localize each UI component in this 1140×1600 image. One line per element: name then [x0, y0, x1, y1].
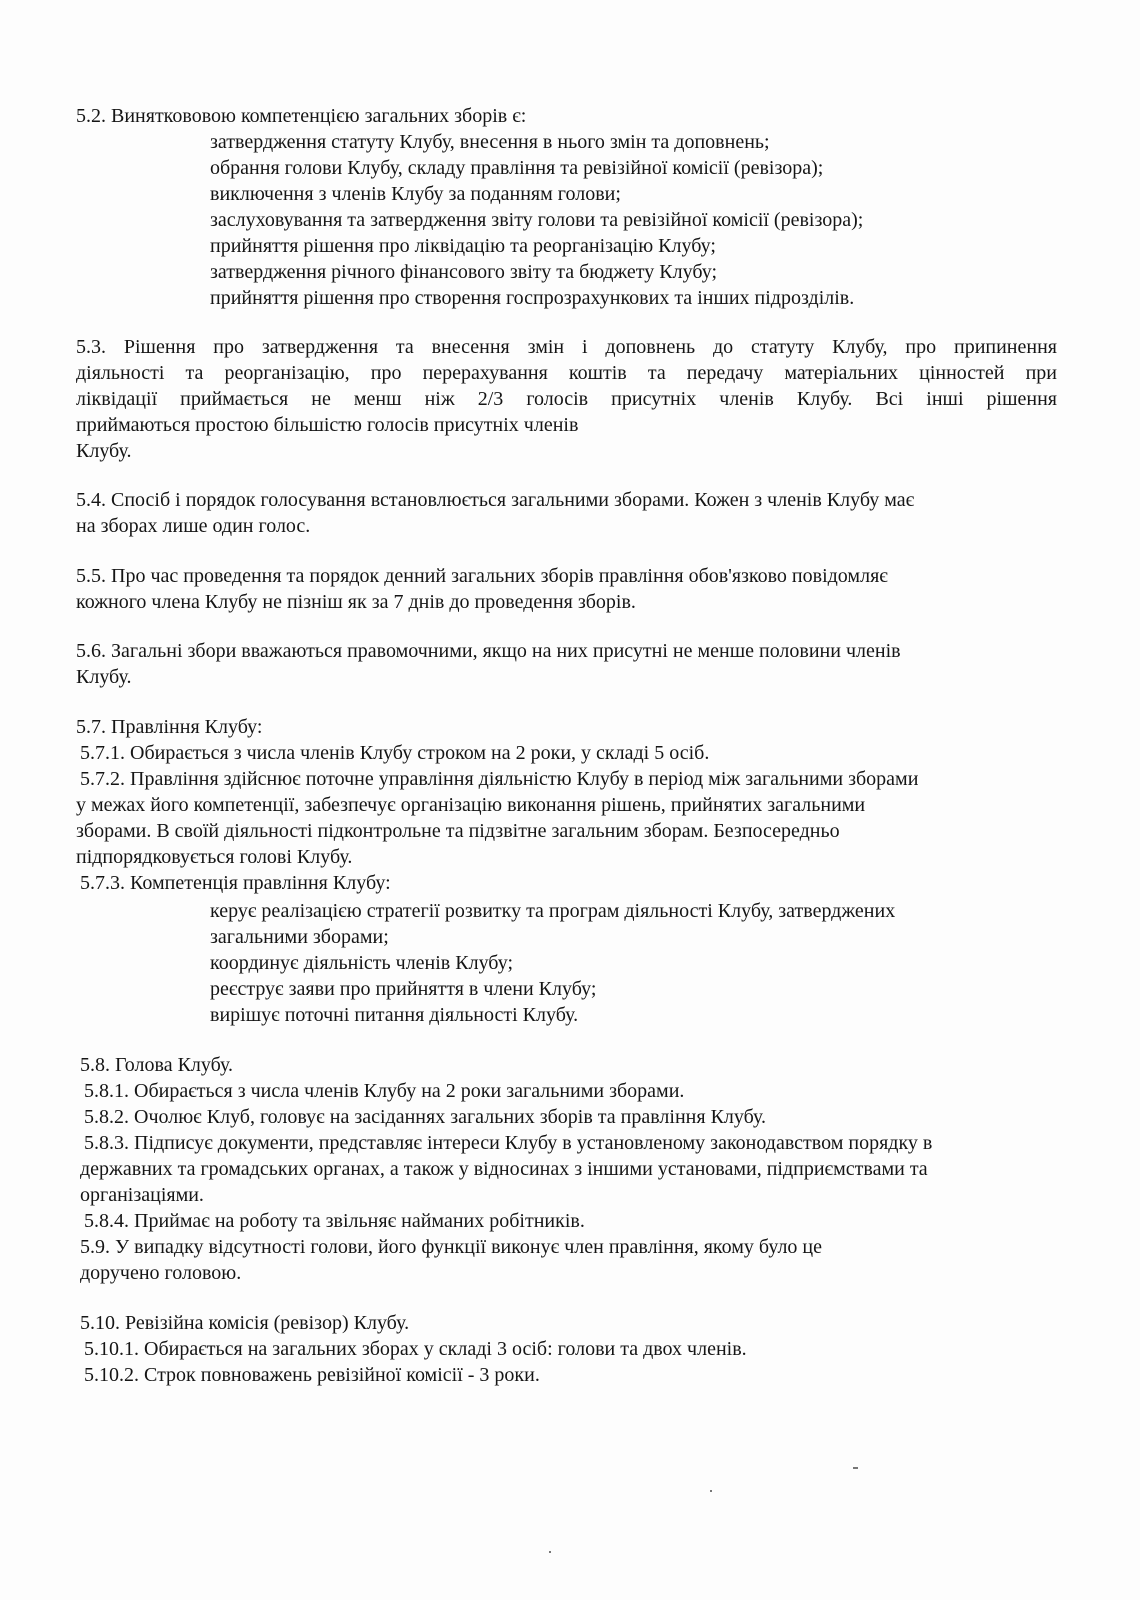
list-item: затвердження річного фінансового звіту та бюджету Клубу; — [210, 261, 718, 283]
section-5-4-line: на зборах лише один голос. — [76, 515, 311, 537]
section-5-7-1: 5.7.1. Обирається з числа членів Клубу строком на 2 роки, у складі 5 осіб. — [80, 742, 710, 764]
section-5-3-line: Клубу. — [76, 440, 132, 462]
section-5-8-4: 5.8.4. Приймає на роботу та звільняє найманих робітників. — [84, 1210, 585, 1232]
section-5-3-line: ліквідації приймається не менш ніж 2/3 голосів присутніх членів Клубу. Всі інші рішення — [76, 388, 1057, 410]
section-5-5-line: 5.5. Про час проведення та порядок денний загальних зборів правління обов'язково повідомляє — [76, 565, 888, 587]
section-5-7-2-line: зборами. В своїй діяльності підконтрольне та підзвітне загальним зборам. Безпосередньо — [76, 820, 840, 842]
section-5-8-3-line: державних та громадських органах, а також у відносинах з іншими установами, підприємствами та — [80, 1158, 928, 1180]
section-5-5-line: кожного члена Клубу не пізніш як за 7 днів до проведення зборів. — [76, 591, 636, 613]
section-5-8-heading: 5.8. Голова Клубу. — [80, 1054, 234, 1076]
section-5-10-1: 5.10.1. Обирається на загальних зборах у складі 3 осіб: голови та двох членів. — [84, 1338, 747, 1360]
section-5-7-heading: 5.7. Правління Клубу: — [76, 716, 263, 738]
section-5-7-2-line: підпорядковується голові Клубу. — [76, 846, 353, 868]
section-5-4-line: 5.4. Спосіб і порядок голосування встановлюється загальними зборами. Кожен з членів Клубу має — [76, 489, 915, 511]
section-5-6-line: Клубу. — [76, 666, 132, 688]
section-5-3-line: діяльності та реорганізацію, про перерахування коштів та передачу матеріальних цінностей при — [76, 362, 1057, 384]
section-5-8-3-line: 5.8.3. Підписує документи, представляє інтереси Клубу в установленому законодавством порядку в — [84, 1132, 933, 1154]
list-item: виключення з членів Клубу за поданням голови; — [210, 183, 621, 205]
section-5-8-1: 5.8.1. Обирається з числа членів Клубу на 2 роки загальними зборами. — [84, 1080, 685, 1102]
list-item: заслуховування та затвердження звіту голови та ревізійної комісії (ревізора); — [210, 209, 864, 231]
scan-speck — [549, 1551, 551, 1553]
list-item: вирішує поточні питання діяльності Клубу. — [210, 1004, 579, 1026]
section-5-8-3-line: організаціями. — [80, 1184, 204, 1206]
section-5-8-2: 5.8.2. Очолює Клуб, головує на засіданнях загальних зборів та правління Клубу. — [84, 1106, 767, 1128]
list-item: прийняття рішення про ліквідацію та реорганізацію Клубу; — [210, 235, 716, 257]
list-item: обрання голови Клубу, складу правління та ревізійної комісії (ревізора); — [210, 157, 824, 179]
list-item: прийняття рішення про створення госпрозрахункових та інших підрозділів. — [210, 287, 855, 309]
section-5-10-heading: 5.10. Ревізійна комісія (ревізор) Клубу. — [80, 1312, 410, 1334]
section-5-6-line: 5.6. Загальні збори вважаються правомочними, якщо на них присутні не менше половини членів — [76, 640, 901, 662]
section-5-10-2: 5.10.2. Строк повноважень ревізійної комісії - 3 роки. — [84, 1364, 540, 1386]
list-item: реєструє заяви про прийняття в члени Клубу; — [210, 978, 597, 1000]
scan-speck — [710, 1490, 712, 1492]
section-5-7-2-line: 5.7.2. Правління здійснює поточне управління діяльністю Клубу в період між загальними зборами — [80, 768, 919, 790]
section-5-3-line: 5.3. Рішення про затвердження та внесення змін і доповнень до статуту Клубу, про припинення — [76, 336, 1057, 358]
section-5-2-heading: 5.2. Виняткововою компетенцією загальних зборів є: — [76, 105, 527, 127]
section-5-7-3: 5.7.3. Компетенція правління Клубу: — [80, 872, 391, 894]
section-5-9-line: доручено головою. — [80, 1262, 242, 1284]
list-item: координує діяльність членів Клубу; — [210, 952, 514, 974]
section-5-9-line: 5.9. У випадку відсутності голови, його функції виконує член правління, якому було це — [80, 1236, 823, 1258]
list-item: керує реалізацією стратегії розвитку та програм діяльності Клубу, затверджених — [210, 900, 896, 922]
list-item: затвердження статуту Клубу, внесення в нього змін та доповнень; — [210, 131, 770, 153]
scan-speck — [853, 1467, 858, 1469]
section-5-3-line: приймаються простою більшістю голосів присутніх членів — [76, 414, 579, 436]
list-item: загальними зборами; — [210, 926, 389, 948]
section-5-7-2-line: у межах його компетенції, забезпечує організацію виконання рішень, прийнятих загальними — [76, 794, 866, 816]
